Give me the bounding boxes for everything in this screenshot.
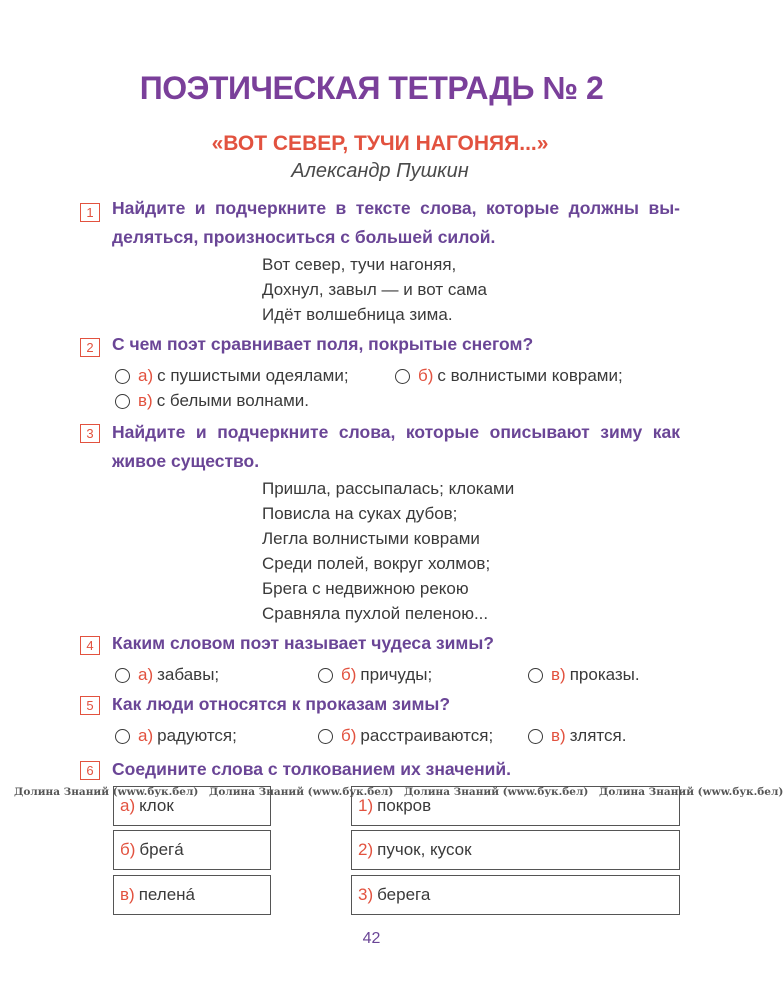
poem-line: Среди полей, вокруг холмов; — [262, 554, 491, 573]
option-a[interactable] — [115, 366, 349, 386]
radio-circle-icon[interactable] — [528, 729, 543, 744]
word-letter: в) — [120, 885, 135, 904]
option-c[interactable] — [528, 726, 626, 746]
radio-circle-icon[interactable] — [115, 369, 130, 384]
option-b[interactable] — [318, 665, 432, 685]
meaning-number: 2) — [358, 840, 374, 859]
word-text: пеленá — [138, 885, 196, 904]
option-text: злятся. — [569, 726, 627, 745]
meaning-text: покров — [377, 796, 432, 815]
option-text: с белыми волнами. — [156, 391, 309, 410]
word-text: брегá — [139, 840, 184, 859]
word-letter: б) — [120, 840, 136, 859]
task-1-question: Найдите и подчеркните в тексте слова, которые должны вы-деляться, произноситься с большей силой. — [112, 198, 680, 247]
word-box-b[interactable] — [113, 830, 271, 870]
watermark-row — [0, 786, 783, 804]
task-number: 2 — [80, 338, 100, 357]
option-text: с пушистыми одеялами; — [157, 366, 349, 385]
task-number: 4 — [80, 636, 100, 655]
option-text: проказы. — [569, 665, 640, 684]
task-number: 5 — [80, 696, 100, 715]
word-text: клок — [139, 796, 174, 815]
option-letter: б) — [418, 366, 434, 385]
poem-line: Дохнул, завыл — и вот сама — [262, 280, 487, 299]
poem-line: Вот север, тучи нагоняя, — [262, 255, 457, 274]
radio-circle-icon[interactable] — [395, 369, 410, 384]
page-number: 42 — [362, 930, 381, 947]
radio-circle-icon[interactable] — [115, 394, 130, 409]
task-1-poem — [262, 252, 487, 327]
task-3-question: Найдите и подчеркните слова, которые описывают зиму как живое существо. — [112, 422, 680, 471]
watermark-text: Долина Знаний (www.бук.бел) — [599, 786, 783, 798]
author: Александр Пушкин — [291, 160, 469, 182]
task-number: 6 — [80, 761, 100, 780]
option-a[interactable] — [115, 665, 219, 685]
word-box-c[interactable] — [113, 875, 271, 915]
poem-title: «ВОТ СЕВЕР, ТУЧИ НАГОНЯЯ...» — [211, 132, 549, 155]
option-b[interactable] — [318, 726, 493, 746]
option-letter: а) — [138, 726, 154, 745]
option-text: причуды; — [360, 665, 433, 684]
radio-circle-icon[interactable] — [115, 729, 130, 744]
radio-circle-icon[interactable] — [528, 668, 543, 683]
watermark-text: Долина Знаний (www.бук.бел) — [404, 786, 589, 798]
task-number: 1 — [80, 203, 100, 222]
word-letter: а) — [120, 796, 136, 815]
poem-line: Сравняла пухлой пеленою... — [262, 604, 489, 623]
task-4-question: Каким словом поэт называет чудеса зимы? — [112, 633, 494, 653]
chapter-title: ПОЭТИЧЕСКАЯ ТЕТРАДЬ № 2 — [139, 70, 604, 106]
option-c[interactable] — [115, 391, 309, 411]
option-text: забавы; — [157, 665, 220, 684]
meaning-number: 1) — [358, 796, 374, 815]
radio-circle-icon[interactable] — [318, 668, 333, 683]
task-6-question: Соедините слова с толкованием их значений. — [112, 759, 512, 779]
option-a[interactable] — [115, 726, 237, 746]
watermark-text: Долина Знаний (www.бук.бел) — [14, 786, 199, 798]
option-letter: б) — [341, 726, 357, 745]
radio-circle-icon[interactable] — [318, 729, 333, 744]
meaning-box-3[interactable] — [351, 875, 680, 915]
meaning-box-2[interactable] — [351, 830, 680, 870]
meaning-text: пучок, кусок — [377, 840, 472, 859]
radio-circle-icon[interactable] — [115, 668, 130, 683]
option-letter: б) — [341, 665, 357, 684]
meaning-text: берега — [377, 885, 431, 904]
watermark-text: Долина Знаний (www.бук.бел) — [209, 786, 394, 798]
task-2-question: С чем поэт сравнивает поля, покрытые снегом? — [112, 334, 534, 354]
option-letter: в) — [138, 391, 153, 410]
option-c[interactable] — [528, 665, 640, 685]
option-b[interactable] — [395, 366, 623, 386]
option-letter: в) — [551, 665, 566, 684]
task-3-poem — [262, 476, 514, 626]
option-text: расстраиваются; — [360, 726, 494, 745]
poem-line: Повисла на суках дубов; — [262, 504, 458, 523]
poem-line: Брега с недвижною рекою — [262, 579, 469, 598]
poem-line: Идёт волшебница зима. — [262, 305, 453, 324]
option-letter: в) — [551, 726, 566, 745]
option-letter: а) — [138, 665, 154, 684]
option-letter: а) — [138, 366, 154, 385]
poem-line: Легла волнистыми коврами — [262, 529, 480, 548]
poem-line: Пришла, рассыпалась; клоками — [262, 479, 515, 498]
option-text: с волнистыми коврами; — [437, 366, 623, 385]
meaning-number: 3) — [358, 885, 374, 904]
option-text: радуются; — [157, 726, 237, 745]
task-number: 3 — [80, 424, 100, 443]
task-5-question: Как люди относятся к проказам зимы? — [112, 694, 451, 714]
